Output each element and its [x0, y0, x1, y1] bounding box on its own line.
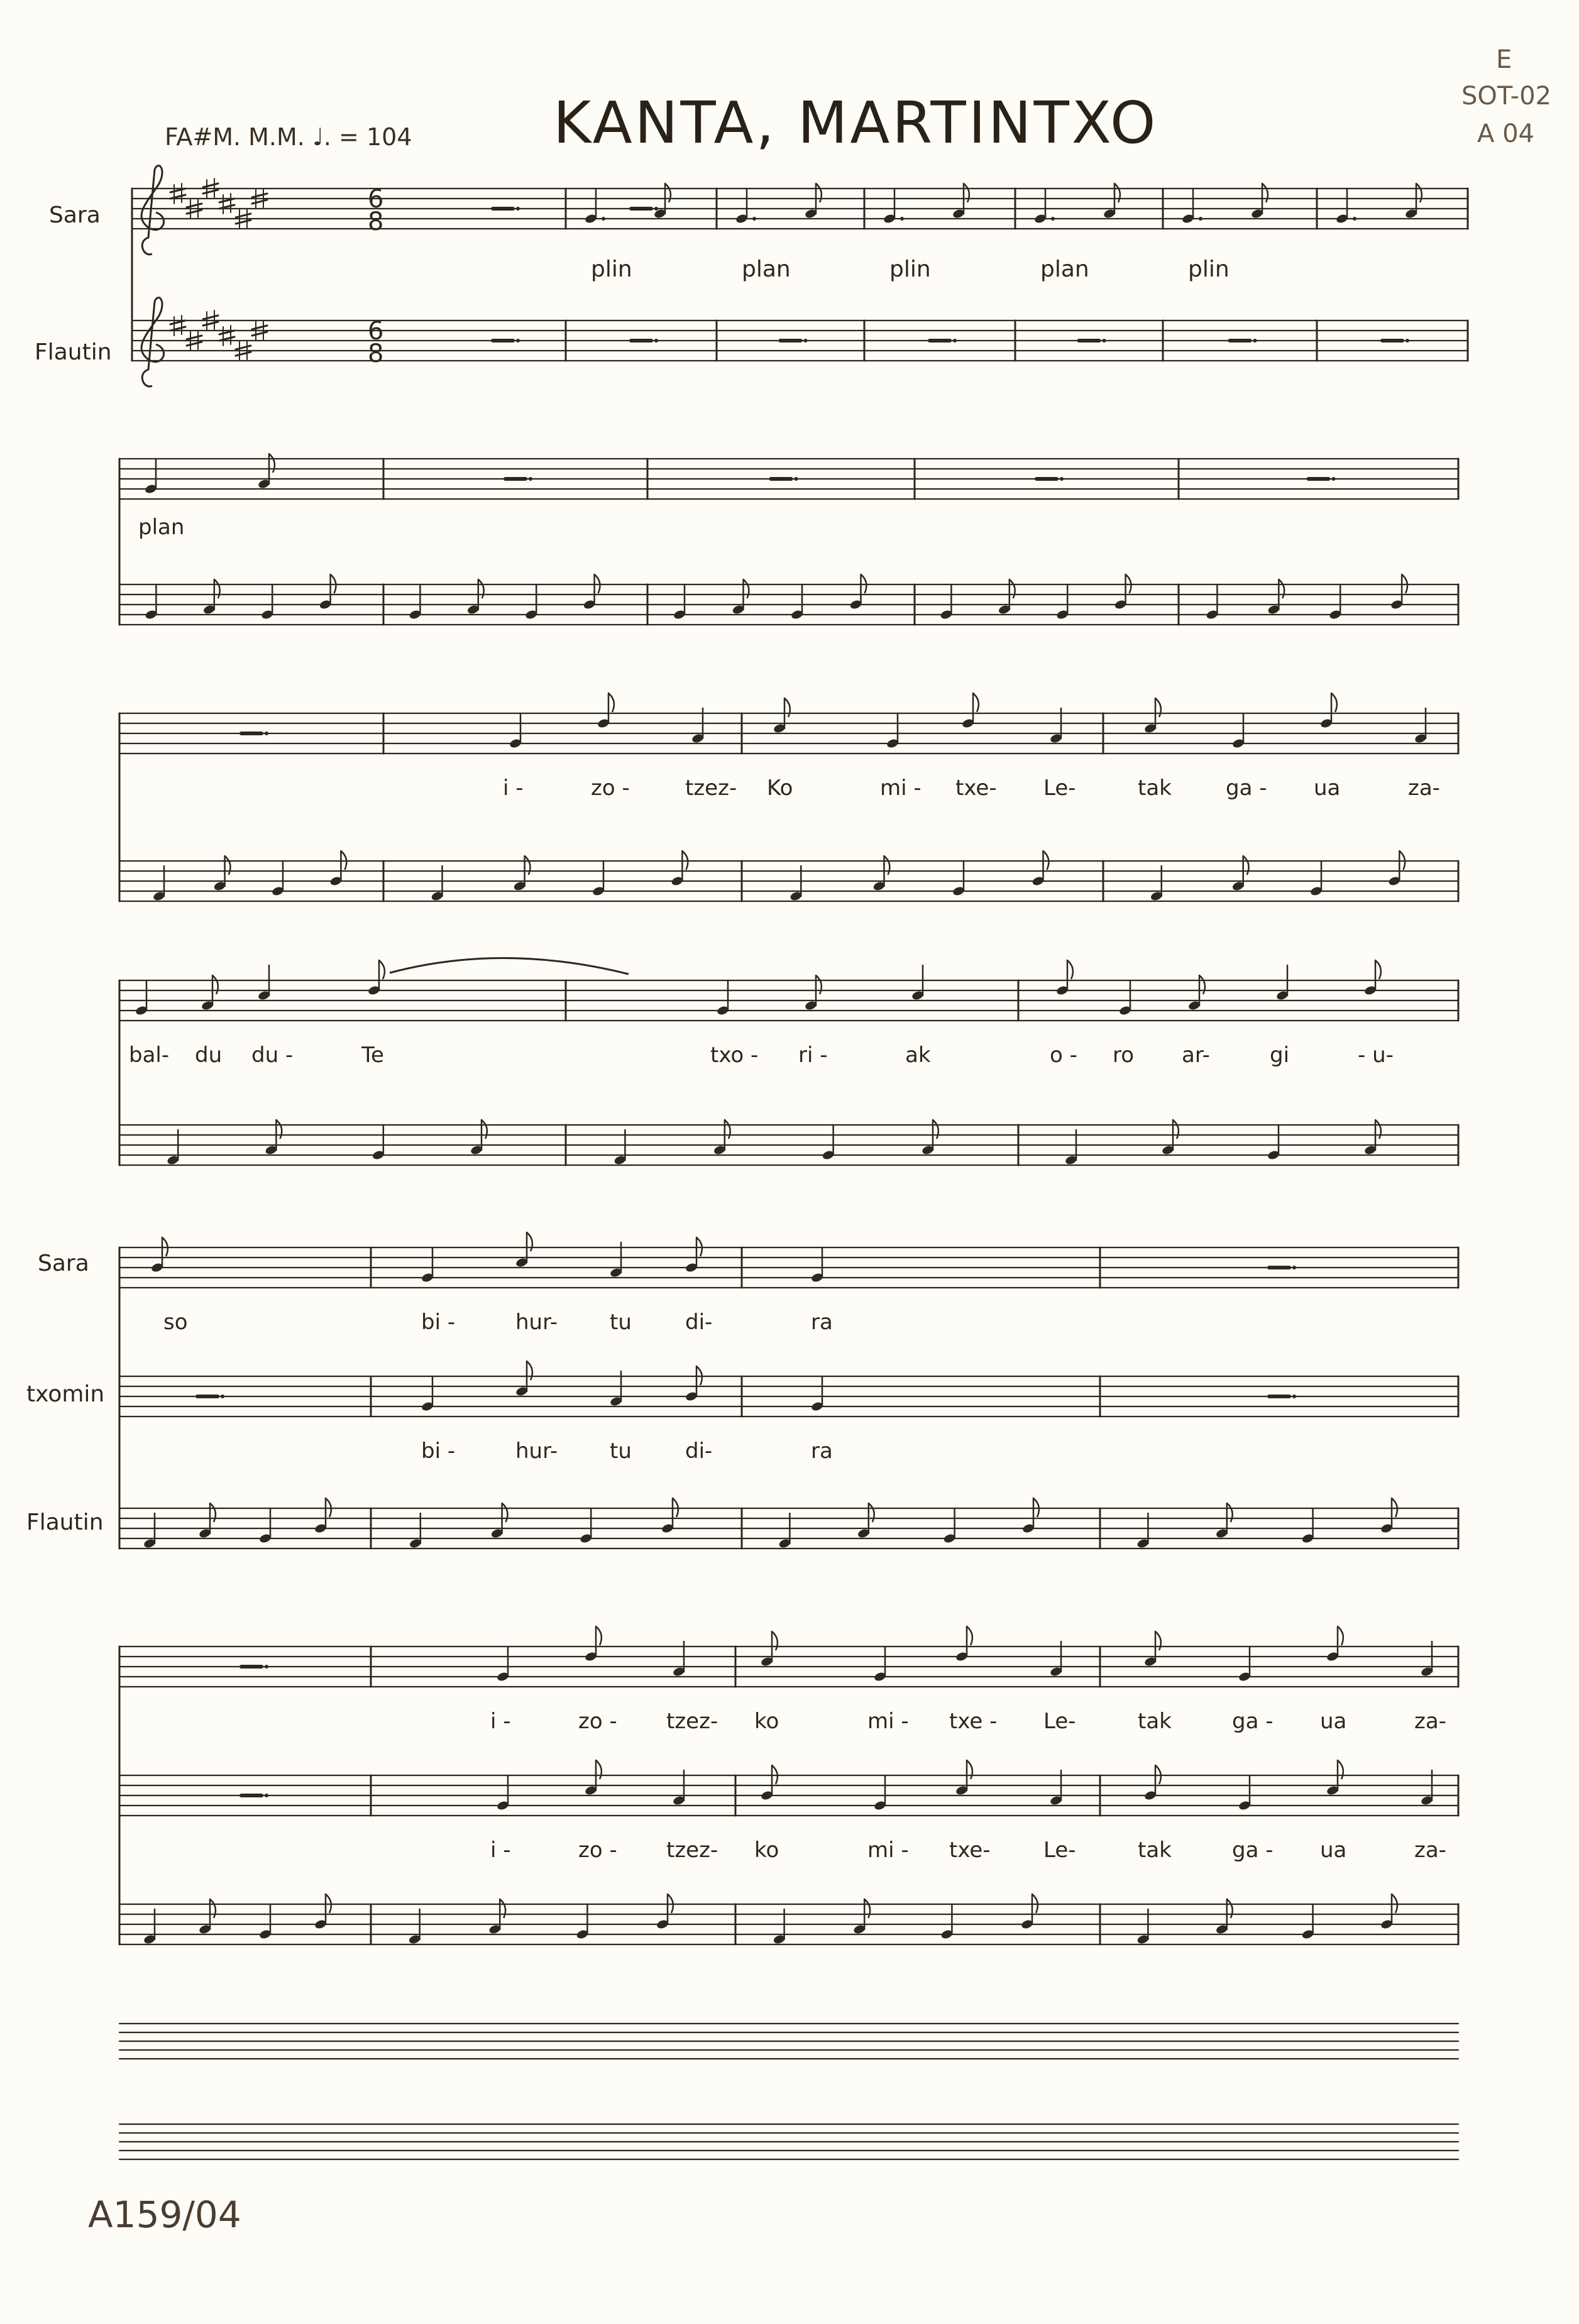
tempo-marking: FA#M. M.M. ♩. = 104: [165, 123, 412, 151]
treble-clef: [141, 166, 164, 255]
lyric-syllable: tu: [610, 1310, 632, 1335]
rest-dot: [654, 339, 658, 343]
sharp-sign: [203, 190, 218, 194]
note-dot: [1199, 217, 1202, 221]
rest-dot: [265, 1794, 268, 1797]
time-signature-numerator: 6: [368, 185, 384, 214]
lyric-syllable: zo -: [591, 776, 630, 801]
time-signature-denominator: 8: [368, 339, 384, 368]
note-flag: [225, 856, 231, 875]
lyric-syllable: bi -: [421, 1310, 456, 1335]
lyric-syllable: o -: [1050, 1043, 1077, 1068]
rest-dot: [1292, 1395, 1296, 1398]
note-dot: [1353, 217, 1356, 221]
note-flag: [1227, 1503, 1233, 1522]
time-signature-numerator: 6: [368, 317, 384, 346]
lyric-syllable: plan: [742, 256, 791, 282]
note-flag: [1375, 1120, 1381, 1139]
note-flag: [1114, 184, 1120, 202]
lyric-syllable: du -: [251, 1043, 294, 1068]
note-flag: [1262, 184, 1268, 202]
part-label-flautin: Flautin: [26, 1510, 104, 1535]
note-flag: [596, 1626, 602, 1645]
note-flag: [210, 1503, 216, 1522]
note-flag: [1199, 975, 1205, 994]
note-flag: [1375, 960, 1381, 979]
rest-dot: [1406, 339, 1409, 343]
note-flag: [725, 1120, 730, 1139]
lyric-syllable: tzez-: [666, 1709, 718, 1734]
rest-dot: [529, 477, 532, 481]
note-flag: [212, 975, 218, 994]
lyric-syllable: ra: [811, 1439, 833, 1464]
note-flag: [527, 1232, 532, 1251]
lyric-syllable: ak: [905, 1043, 931, 1068]
sharp-sign: [252, 194, 267, 197]
note-flag: [869, 1503, 874, 1522]
note-flag: [933, 1120, 938, 1139]
lyric-syllable: mi -: [867, 1709, 909, 1734]
note-dot: [900, 217, 904, 221]
note-dot: [752, 217, 756, 221]
rest-dot: [953, 339, 957, 343]
archive-number: A159/04: [88, 2193, 241, 2236]
note-flag: [1155, 1631, 1161, 1650]
lyric-syllable: za-: [1414, 1709, 1446, 1734]
note-flag: [596, 1760, 602, 1779]
note-flag: [269, 454, 275, 473]
sharp-sign: [187, 336, 202, 339]
lyric-syllable: tzez-: [685, 776, 737, 801]
lyric-syllable: mi -: [880, 776, 922, 801]
sharp-sign: [187, 342, 202, 346]
lyric-syllable: txe-: [955, 776, 997, 801]
lyric-syllable: bi -: [421, 1439, 456, 1464]
sharp-sign: [252, 332, 267, 336]
note-dot: [602, 217, 605, 221]
lyric-syllable: plan: [1040, 256, 1089, 282]
sharp-sign: [187, 204, 202, 207]
note-flag: [816, 975, 822, 994]
lyric-syllable: ar-: [1182, 1043, 1210, 1068]
lyric-syllable: i -: [490, 1709, 511, 1734]
rest-dot: [1253, 339, 1257, 343]
note-flag: [744, 579, 749, 598]
note-flag: [1331, 693, 1337, 712]
note-flag: [967, 1760, 972, 1779]
lyric-syllable: tak: [1138, 1709, 1172, 1734]
note-flag: [772, 1631, 778, 1650]
lyric-syllable: plin: [591, 256, 632, 282]
sharp-sign: [236, 346, 251, 349]
note-dot: [1051, 217, 1055, 221]
lyric-syllable: i -: [503, 776, 524, 801]
lyric-syllable: ko: [754, 1838, 779, 1863]
lyric-syllable: ga -: [1226, 776, 1267, 801]
lyric-syllable: so: [163, 1310, 188, 1335]
lyric-syllable: ua: [1320, 1838, 1347, 1863]
rest-dot: [1103, 339, 1106, 343]
lyric-syllable: Le-: [1043, 1709, 1076, 1734]
note-flag: [973, 693, 979, 712]
catalog-page: A 04: [1477, 119, 1534, 148]
note-flag: [967, 1626, 972, 1645]
rest-dot: [265, 1665, 268, 1669]
tie-slur: [390, 958, 629, 974]
note-flag: [964, 184, 969, 202]
lyric-syllable: tak: [1138, 776, 1172, 801]
lyric-syllable: di-: [685, 1310, 713, 1335]
lyric-syllable: di-: [685, 1439, 713, 1464]
rest-dot: [1332, 477, 1336, 481]
rest-dot: [1292, 1266, 1296, 1269]
note-flag: [1338, 1626, 1343, 1645]
lyric-syllable: txo -: [710, 1043, 759, 1068]
lyric-syllable: tzez-: [666, 1838, 718, 1863]
catalog-code: SOT-02: [1461, 82, 1551, 111]
note-flag: [525, 856, 531, 875]
sharp-sign: [187, 210, 202, 214]
rest-dot: [516, 339, 520, 343]
note-flag: [1173, 1120, 1179, 1139]
lyric-syllable: plin: [1188, 256, 1230, 282]
lyric-syllable: - u-: [1358, 1043, 1394, 1068]
note-flag: [527, 1361, 532, 1380]
note-flag: [1338, 1760, 1343, 1779]
lyric-syllable: Ko: [767, 776, 793, 801]
part-label-sara: Sara: [49, 202, 101, 228]
catalog-letter: E: [1496, 45, 1512, 74]
rest-dot: [804, 339, 808, 343]
treble-clef: [141, 298, 164, 386]
rest-dot: [265, 732, 268, 735]
lyric-syllable: hur-: [515, 1439, 558, 1464]
lyric-syllable: za-: [1414, 1838, 1446, 1863]
note-flag: [500, 1899, 505, 1918]
note-flag: [784, 698, 790, 717]
lyric-syllable: bal-: [129, 1043, 170, 1068]
note-flag: [276, 1120, 282, 1139]
note-flag: [864, 1899, 870, 1918]
note-flag: [1243, 856, 1249, 875]
sharp-sign: [203, 184, 218, 187]
page-title: KANTA, MARTINTXO: [553, 89, 1158, 156]
lyric-syllable: txe -: [949, 1709, 998, 1734]
sharp-sign: [252, 326, 267, 329]
lyric-syllable: mi -: [867, 1838, 909, 1863]
note-flag: [214, 579, 220, 598]
note-flag: [1067, 960, 1073, 979]
note-flag: [665, 184, 671, 202]
sharp-sign: [236, 214, 251, 217]
note-flag: [481, 1120, 487, 1139]
note-flag: [1010, 579, 1015, 598]
note-flag: [478, 579, 484, 598]
note-flag: [1227, 1899, 1233, 1918]
note-flag: [816, 184, 822, 202]
sharp-sign: [236, 352, 251, 356]
lyric-syllable: tak: [1138, 1838, 1172, 1863]
lyric-syllable: tu: [610, 1439, 632, 1464]
note-flag: [608, 693, 614, 712]
lyric-syllable: Le-: [1043, 776, 1076, 801]
note-flag: [210, 1899, 216, 1918]
lyric-syllable: du: [195, 1043, 223, 1068]
note-flag: [884, 856, 890, 875]
sharp-sign: [252, 200, 267, 204]
note-flag: [1155, 698, 1161, 717]
lyric-syllable: ri -: [798, 1043, 828, 1068]
lyric-syllable: plin: [889, 256, 931, 282]
lyric-syllable: ua: [1320, 1709, 1347, 1734]
lyric-syllable: ua: [1314, 776, 1341, 801]
part-label-flautin: Flautin: [35, 339, 112, 365]
note-flag: [379, 960, 385, 979]
lyric-syllable: Le-: [1043, 1838, 1076, 1863]
rest-dot: [654, 207, 658, 211]
lyric-syllable: i -: [490, 1838, 511, 1863]
lyric-syllable: ga -: [1232, 1838, 1274, 1863]
rest-dot: [221, 1395, 224, 1398]
rest-dot: [516, 207, 520, 211]
lyric-syllable: hur-: [515, 1310, 558, 1335]
lyric-syllable: plan: [138, 515, 185, 540]
rest-dot: [1060, 477, 1064, 481]
part-label-txomin: txomin: [26, 1381, 105, 1407]
lyric-syllable: txe-: [949, 1838, 991, 1863]
lyric-syllable: zo -: [578, 1709, 617, 1734]
lyric-syllable: gi: [1270, 1043, 1290, 1068]
sharp-sign: [236, 220, 251, 224]
sharp-sign: [203, 322, 218, 326]
lyric-syllable: Te: [361, 1043, 384, 1068]
note-flag: [1279, 579, 1284, 598]
part-label-sara: Sara: [38, 1251, 89, 1276]
sharp-sign: [203, 315, 218, 319]
lyric-syllable: zo -: [578, 1838, 617, 1863]
note-flag: [1416, 184, 1422, 202]
lyric-syllable: ko: [754, 1709, 779, 1734]
time-signature-denominator: 8: [368, 207, 384, 236]
lyric-syllable: ga -: [1232, 1709, 1274, 1734]
lyric-syllable: ra: [811, 1310, 833, 1335]
note-flag: [502, 1503, 508, 1522]
rest-dot: [795, 477, 798, 481]
lyric-syllable: ro: [1113, 1043, 1135, 1068]
lyric-syllable: za-: [1408, 776, 1440, 801]
